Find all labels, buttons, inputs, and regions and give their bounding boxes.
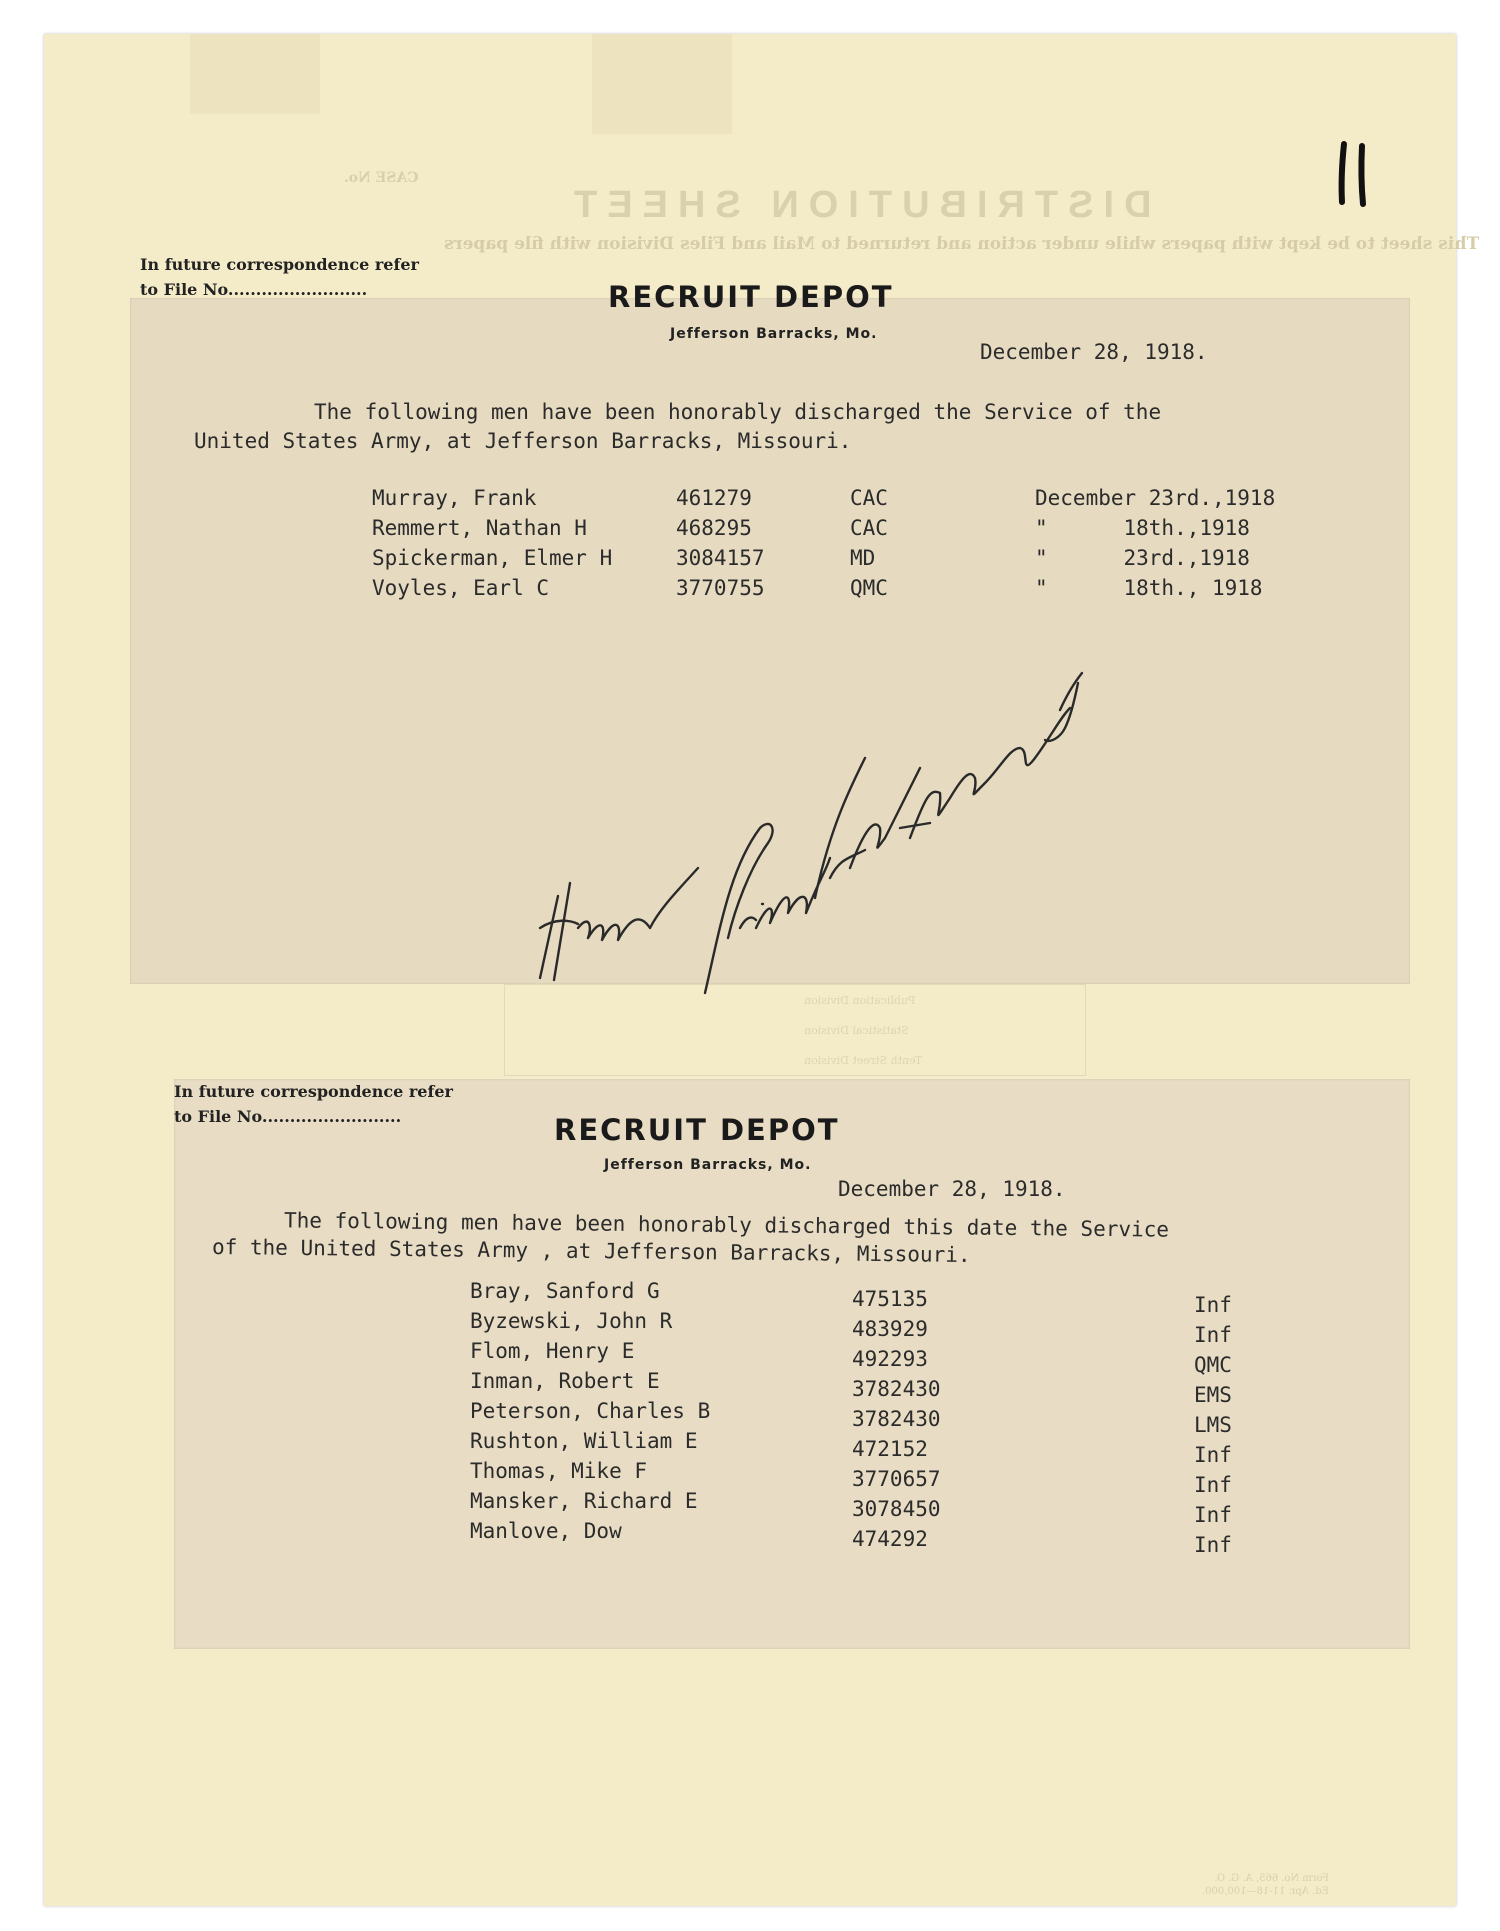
unit-code: Inf	[1194, 1533, 1232, 1557]
reference-line: to File No.........................	[174, 1107, 402, 1126]
unit-code: Inf	[1194, 1323, 1232, 1347]
serial-number: 492293	[852, 1347, 928, 1371]
person-name: Manlove, Dow	[470, 1519, 622, 1543]
unit-code: Inf	[1194, 1503, 1232, 1527]
form-case-label: CASE No.	[344, 170, 419, 186]
memo-top	[130, 255, 1410, 984]
person-name: Remmert, Nathan H	[372, 516, 587, 540]
document-sheet	[44, 34, 1480, 1906]
serial-number: 3782430	[852, 1407, 941, 1431]
depot-location: Jefferson Barracks, Mo.	[670, 326, 878, 342]
serial-number: 3770755	[676, 576, 765, 600]
unit-code: LMS	[1194, 1413, 1232, 1437]
person-name: Inman, Robert E	[470, 1369, 660, 1393]
form-box-line: Publication Division	[804, 994, 916, 1007]
unit-code: QMC	[1194, 1353, 1232, 1377]
unit-code: Inf	[1194, 1293, 1232, 1317]
reference-line: In future correspondence refer	[140, 255, 419, 274]
person-name: Flom, Henry E	[470, 1339, 635, 1363]
person-name: Rushton, William E	[470, 1429, 698, 1453]
serial-number: 475135	[852, 1287, 928, 1311]
depot-location: Jefferson Barracks, Mo.	[604, 1157, 812, 1173]
tape-strip-right	[592, 34, 732, 134]
serial-number: 3084157	[676, 546, 765, 570]
form-instruction: This sheet to be kept with papers while under action and returned to Mail and Files Division with file papers	[444, 234, 1480, 254]
handwritten-note: 4 men final statement	[530, 628, 539, 629]
form-box-line: Statistical Division	[804, 1024, 909, 1037]
person-name: Spickerman, Elmer H	[372, 546, 613, 570]
serial-number: 483929	[852, 1317, 928, 1341]
discharge-date: " 18th.,1918	[1035, 516, 1250, 540]
unit-code: EMS	[1194, 1383, 1232, 1407]
person-name: Byzewski, John R	[470, 1309, 673, 1333]
serial-number: 474292	[852, 1527, 928, 1551]
memo-body-line: of the United States Army , at Jefferson Barracks, Missouri.	[211, 1235, 971, 1267]
serial-number: 468295	[676, 516, 752, 540]
tape-strip-left	[190, 34, 320, 114]
person-name: Peterson, Charles B	[470, 1399, 711, 1423]
serial-number: 3770657	[852, 1467, 941, 1491]
form-footer-line: Ed. Apr. 11-18—100,000.	[1201, 1886, 1329, 1897]
serial-number: 3078450	[852, 1497, 941, 1521]
discharge-date: " 18th., 1918	[1035, 576, 1263, 600]
serial-number: 3782430	[852, 1377, 941, 1401]
serial-number: 472152	[852, 1437, 928, 1461]
discharge-date: December 23rd.,1918	[1035, 486, 1276, 510]
unit-code: Inf	[1194, 1473, 1232, 1497]
discharge-date: " 23rd.,1918	[1035, 546, 1250, 570]
memo-body-line: United States Army, at Jefferson Barracks, Missouri.	[194, 429, 852, 453]
page-number: 11	[1330, 138, 1331, 139]
memo-body-line: The following men have been honorably discharged this date the Service	[283, 1208, 1170, 1242]
form-footer-line: Form No. 665, A. G. O.	[1214, 1873, 1329, 1884]
unit-code: MD	[850, 546, 876, 570]
file-reference	[140, 252, 419, 302]
unit-code: QMC	[850, 576, 888, 600]
person-name: Thomas, Mike F	[470, 1459, 648, 1483]
handwritten-note-signature	[530, 628, 1090, 1008]
person-name: Bray, Sanford G	[470, 1279, 660, 1303]
form-footer	[1129, 1872, 1329, 1898]
memo-date: December 28, 1918.	[980, 340, 1208, 364]
memo-bottom	[174, 1079, 1410, 1649]
person-name: Voyles, Earl C	[372, 576, 550, 600]
reference-line: to File No.........................	[140, 280, 368, 299]
file-reference	[174, 1079, 453, 1129]
person-name: Murray, Frank	[372, 486, 537, 510]
depot-header: RECRUIT DEPOT	[608, 280, 894, 314]
unit-code: CAC	[850, 516, 888, 540]
depot-header: RECRUIT DEPOT	[554, 1113, 840, 1147]
memo-body-line: The following men have been honorably discharged the Service of the	[314, 400, 1162, 424]
person-name: Mansker, Richard E	[470, 1489, 698, 1513]
page-number-mark	[1330, 138, 1380, 208]
form-box-line: Tenth Street Division	[804, 1054, 923, 1067]
serial-number: 461279	[676, 486, 752, 510]
unit-code: CAC	[850, 486, 888, 510]
reference-line: In future correspondence refer	[174, 1082, 453, 1101]
unit-code: Inf	[1194, 1443, 1232, 1467]
form-title: DISTRIBUTION SHEET	[564, 184, 1152, 226]
memo-date: December 28, 1918.	[838, 1177, 1066, 1201]
